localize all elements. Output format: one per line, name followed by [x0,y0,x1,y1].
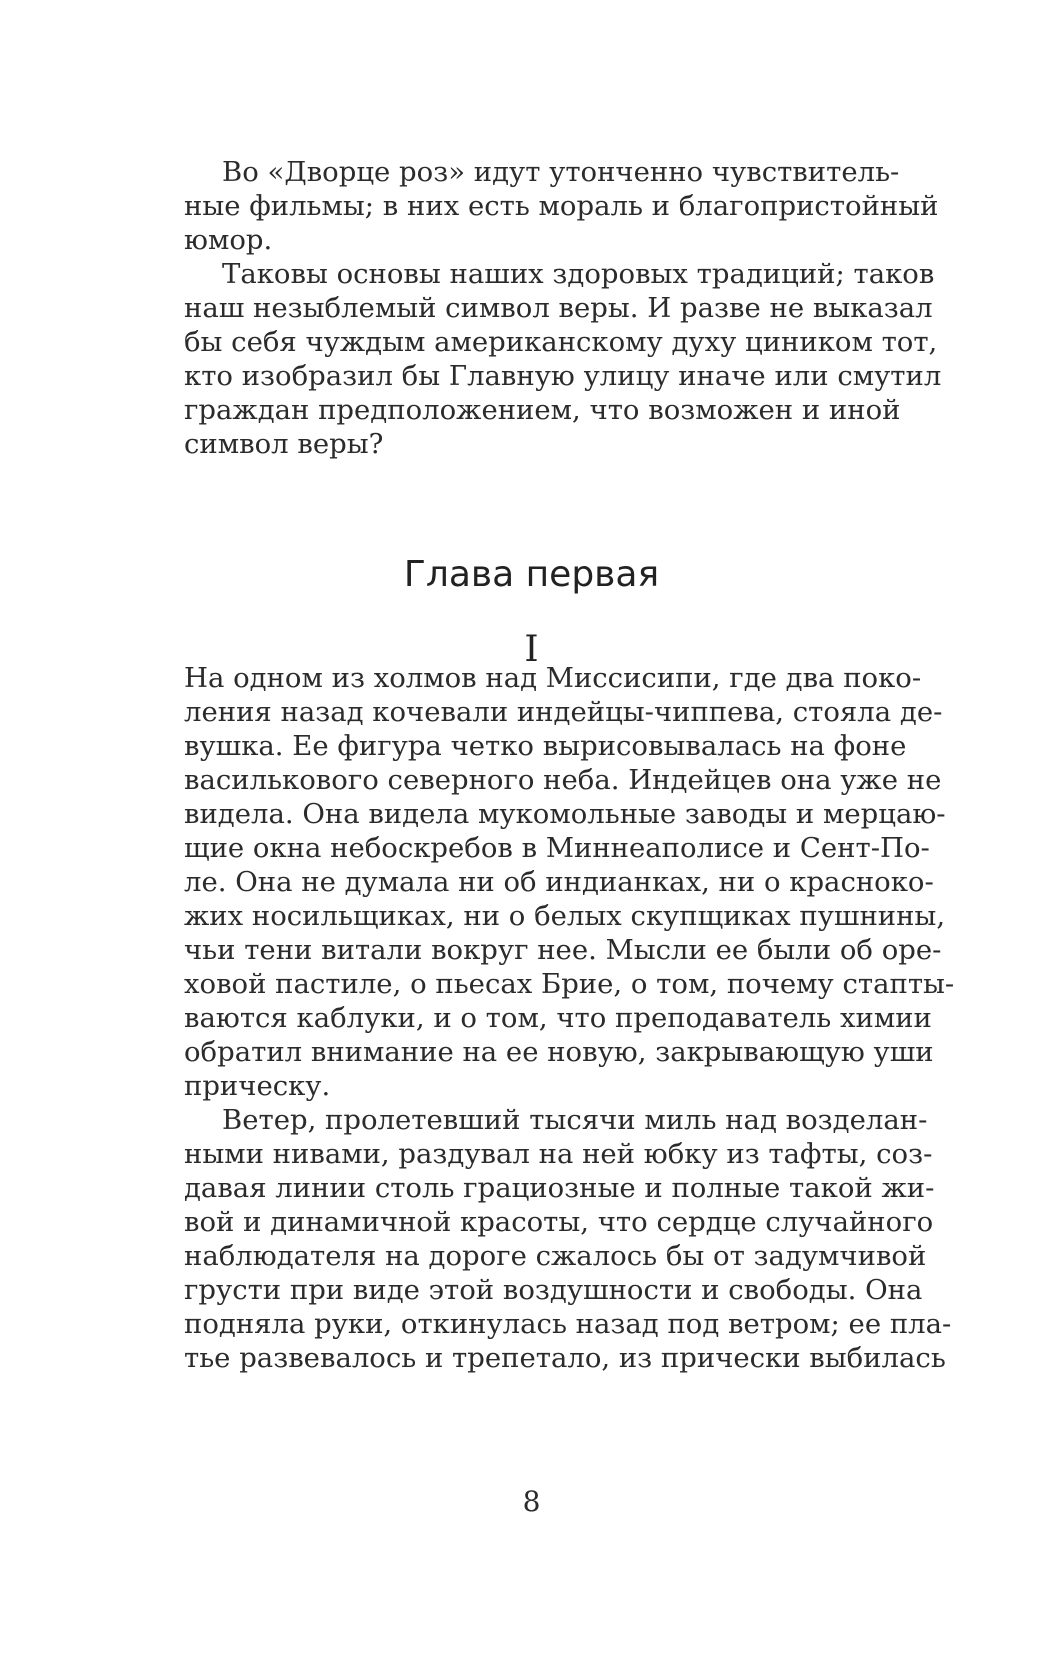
text-line: вой и динамичной красоты, что сердце случайного [184,1206,934,1238]
text-line: ные фильмы; в них есть мораль и благопристойный [184,190,939,222]
text-line: ле. Она не думала ни об индианках, ни о красноко- [184,866,934,898]
text-line: подняла руки, откинулась назад под ветром; ее пла- [184,1308,952,1340]
text-line: жих носильщиках, ни о белых скупщиках пушнины, [184,900,946,932]
section-numeral: I [524,629,539,670]
text-line: бы себя чуждым американскому духу циником тот, [184,326,938,358]
text-line: ления назад кочевали индейцы-чиппева, стояла де- [184,696,943,728]
text-line: На одном из холмов над Миссисипи, где два поко- [184,662,922,694]
text-line: тье развевалось и трепетало, из прически выбилась [184,1342,946,1374]
text-line: граждан предположением, что возможен и иной [184,394,901,426]
chapter-title: Глава первая [403,554,660,595]
text-line: ными нивами, раздувал на ней юбку из тафты, соз- [184,1138,933,1170]
text-line: чьи тени витали вокруг нее. Мысли ее были об оре- [184,934,942,966]
text-line: Ветер, пролетевший тысячи миль над возделан- [222,1104,928,1136]
text-line: Во «Дворце роз» идут утонченно чувствитель- [222,156,900,188]
text-line: видела. Она видела мукомольные заводы и мерцаю- [184,798,946,830]
text-line: юмор. [184,224,273,256]
page-number: 8 [522,1485,541,1518]
text-line: щие окна небоскребов в Миннеаполисе и Сент-По- [184,832,930,864]
text-line: Таковы основы наших здоровых традиций; таков [222,258,935,290]
text-line: давая линии столь грациозные и полные такой жи- [184,1172,935,1204]
text-line: наблюдателя на дороге сжалось бы от задумчивой [184,1240,927,1272]
text-line: ваются каблуки, и о том, что преподаватель химии [184,1002,932,1034]
text-line: кто изобразил бы Главную улицу иначе или смутил [184,360,942,392]
text-line: вушка. Ее фигура четко вырисовывалась на фоне [184,730,907,762]
text-line: прическу. [184,1070,331,1102]
text-line: наш незыблемый символ веры. И разве не выказал [184,292,933,324]
text-line: грусти при виде этой воздушности и свободы. Она [184,1274,923,1306]
text-line: обратил внимание на ее новую, закрывающую уши [184,1036,934,1068]
text-line: ховой пастиле, о пьесах Брие, о том, почему стапты- [184,968,955,1000]
text-line: василькового северного неба. Индейцев она уже не [184,764,942,796]
text-line: символ веры? [184,428,384,460]
